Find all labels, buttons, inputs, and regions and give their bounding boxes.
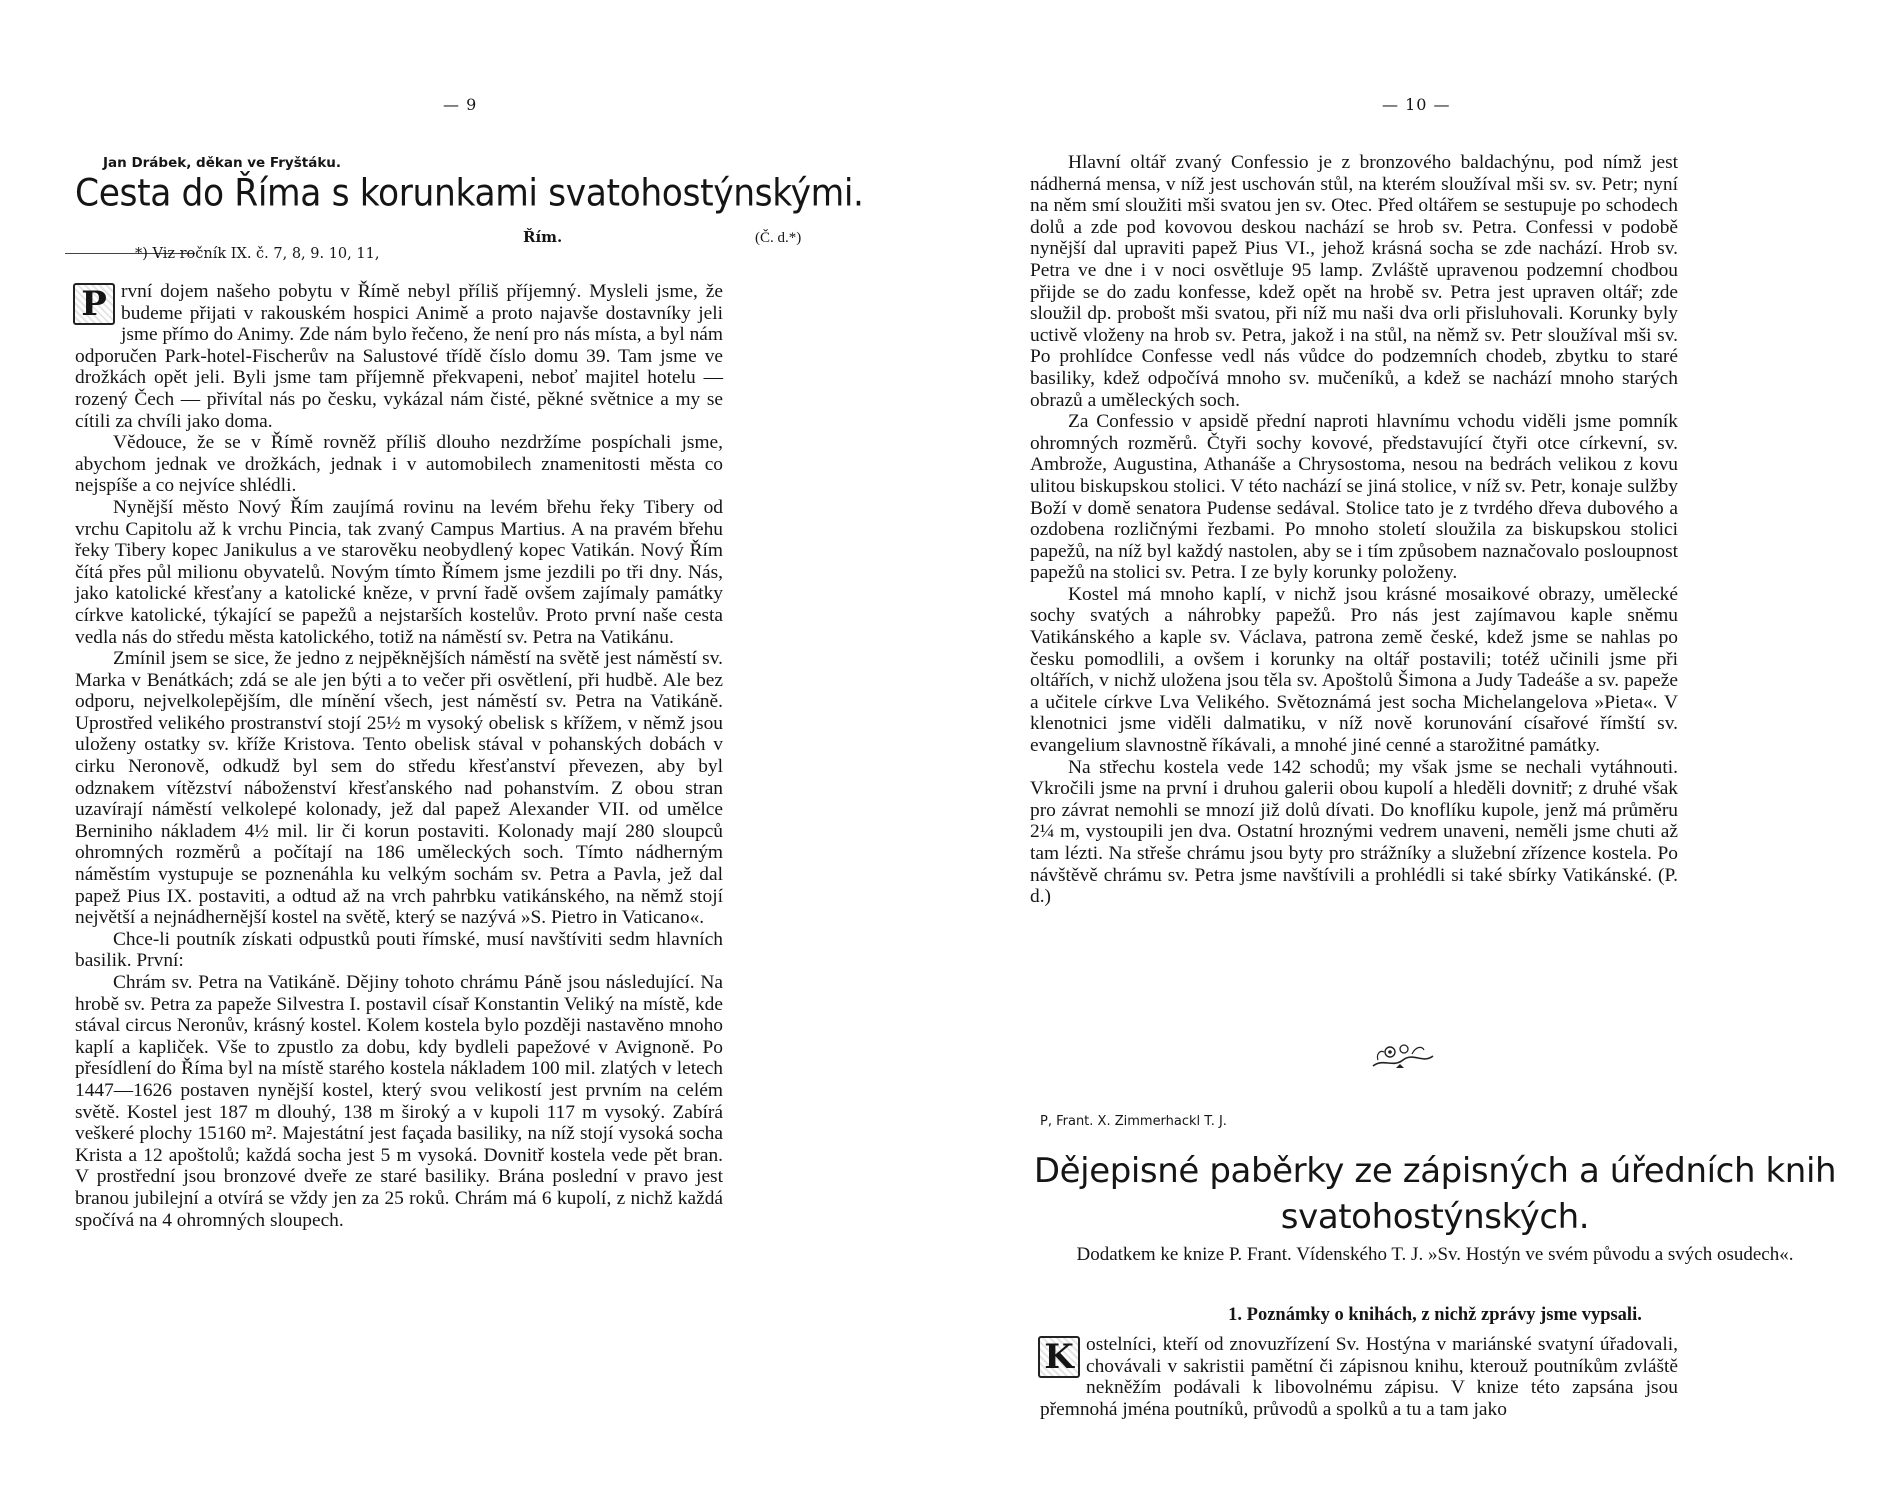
paragraph: Chce-li poutník získati odpustků pouti římské, musí navštíviti sedm hlavních basilik. První: bbox=[75, 928, 723, 972]
right-page bbox=[1030, 0, 1840, 1500]
article-author: Jan Drábek, děkan ve Fryštáku. bbox=[103, 155, 342, 171]
drop-cap: P bbox=[73, 283, 115, 325]
page-number: — 10 — bbox=[1382, 95, 1451, 114]
right-body bbox=[1030, 152, 1678, 908]
section-heading: 1. Poznámky o knihách, z nichž zprávy jsme vypsali. bbox=[1228, 1305, 1642, 1325]
place-heading: Řím. bbox=[523, 228, 563, 246]
left-page bbox=[75, 0, 875, 1500]
floral-ornament-icon bbox=[1368, 1040, 1438, 1078]
paragraph: Na střechu kostela vede 142 schodů; my však jsme se nechali vytáhnouti. Vkročili jsme na první i druhou galerii obou kupolí a hleděli dovnitř; z druhé však pro závrat nemohli se mnozí již dolů dívati. Do knoflíku kupole, jenž má průměru 2¼ m, vystoupili jen dva. Ostatní hroznými vedrem unaveni, neměli jsme chuti až tam lézti. Na střeše chrámu jsou byty pro strážníky a služební zřízence kostela. Po návštěvě chrámu sv. Petra jsme navštívili a prohlédli si také sbírky Vatikánské. (P. d.) bbox=[1030, 756, 1678, 908]
paragraph: Zmínil jsem se sice, že jedno z nejpěknějších náměstí na světě jest náměstí sv. Marka v Benátkách; zdá se ale jen býti a to večer při osvětlení, při hudbě. Ale bez odporu, nejvelkolepějším, dle mínění všech, jest náměstí sv. Petra na Vatikáně. Uprostřed velikého prostranství stojí 25½ m vysoký obelisk s křížem, v němž jsou uloženy ostatky sv. kříže Kristova. Tento obelisk stával v pohanských dobách v cirku Neronově, odkudž byl sem do středu křesťanství převezen, aby byl odznakem vítězství náboženství křesťanského nad pohanstvím. Z obou stran uzavírají náměstí velkolepé kolonady, jež dal papež Alexander VII. od umělce Berniniho nákladem 4½ mil. lir či korun postaviti. Kolonady mají 280 sloupců ohromných rozměrů a počítají na 186 uměleckých soch. Tímto nádherným náměstím vystupuje se poznenáhla ku velkým sochám sv. Petra a Pavla, jež dal papež Pius IX. postaviti, a odtud až na vrch pahrbku vatikánského, na němž stojí největší a nejnádhernější kostel na světě, který se nazývá »S. Pietro in Vaticano«. bbox=[75, 648, 723, 929]
article-author: P, Frant. X. Zimmerhackl T. J. bbox=[1040, 1114, 1227, 1129]
left-body bbox=[75, 281, 723, 1231]
footnote: *) Viz ročník IX. č. 7, 8, 9. 10, 11, bbox=[135, 246, 380, 262]
paragraph: Vědouce, že se v Římě rovněž příliš dlouho nezdržíme pospíchali jsme, abychom jednak ve drožkách, jednak i v automobilech znamenitosti města co nejspíše a co nejvíce shlédli. bbox=[75, 432, 723, 497]
article-subtitle: Dodatkem ke knize P. Frant. Vídenského T. J. »Sv. Hostýn ve svém původu a svých osudech«. bbox=[1076, 1244, 1794, 1265]
paragraph bbox=[75, 281, 723, 432]
continued-note: (Č. d.*) bbox=[755, 230, 802, 246]
paragraph: Kostel má mnoho kaplí, v nichž jsou krásné mosaikové obrazy, umělecké sochy svatých a náhrobky papežů. Pro nás jest zajímavou kaple sněmu Vatikánského a kaple sv. Václava, patrona země české, kdež jsme se nahlas po česku pomodlili, a ovšem i korunky na oltář postavili; totéž učinili jsme při oltářích, v nichž uložena jsou těla sv. Apoštolů Šimona a Judy Tadeáše a sv. papeže a učitele církve Lva Velikého. Světoznámá jest socha Michelangelova »Pieta«. V klenotnici jsme viděli dalmatiku, v níž nově korunování císařové římští sv. evangelium slavnostně říkávali, a mnohé jiné cenné a starožitné památky. bbox=[1030, 583, 1678, 757]
paragraph: Chrám sv. Petra na Vatikáně. Dějiny tohoto chrámu Páně jsou následující. Na hrobě sv. Petra za papeže Silvestra I. postavil císař Konstantin Veliký na místě, kde stával circus Neronův, krásný kostel. Kolem kostela bylo později nastavěno mnoho kaplí a kapliček. Vše to zpustlo za dobu, kdy bydleli papežové v Avignoně. Po přesídlení do Říma byl na místě starého kostela nákladem 100 mil. zlatých v letech 1447—1626 postaven nynější kostel, který svou velikostí jest prvním na celém světě. Kostel jest 187 m dlouhý, 138 m široký a v kupoli 117 m vysoký. Zabírá veškeré plochy 15160 m². Majestátní jest façada basiliky, na níž stojí vysoká socha Krista a 12 apoštolů; každá socha jest 5 m vysoká. Dovnitř kostela vede pět bran. V prostřední jsou bronzové dveře ze staré basiliky. Brána poslední v pravo jest branou jubilejní a otvírá se vždy jen za 25 roků. Chrám má 6 kupolí, z nichž každá spočívá na 4 ohromných sloupech. bbox=[75, 972, 723, 1231]
paragraph: Hlavní oltář zvaný Confessio je z bronzového baldachýnu, pod nímž jest nádherná mensa, v níž jest uschován stůl, na kterém sloužíval mši sv. sv. Petr; nyní na něm smí sloužiti mši svatou jen sv. Otec. Před oltářem se sestupuje po schodech dolů a zde pod kovovou deskou nachází se hrob sv. Petra. Confessi v podobě nynější dal upraviti papež Pius VI., jehož krásná socha se zde nachází. Hrob sv. Petra ve dne i v noci osvětluje 95 lamp. Zvláště upravenou podzemní chodbou přijde se do zadu konfesse, kdež opět na hrobě sv. Petra jest upraven oltář; zde sloužil dp. probošt mši svatou, při níž mu naši dva orli přisluhovali. Korunky byly uctivě vloženy na hrob sv. Petra, jakož i na stůl, na němž sv. Petr sloužíval mši sv. Po prohlídce Confesse vedl nás vůdce do podzemních chodeb, zbytku to staré basiliky, kdež odpočívá mnoho sv. mučeníků, a kdež se nachází mnoho starých obrazů a uměleckých soch. bbox=[1030, 152, 1678, 411]
page-number: — 9 bbox=[443, 95, 478, 114]
drop-cap: K bbox=[1038, 1336, 1080, 1378]
article-title: Dějepisné paběrky ze zápisných a úředních knih svatohostýnských. bbox=[1033, 1151, 1837, 1237]
paragraph-text: rvní dojem našeho pobytu v Římě nebyl příliš příjemný. Mysleli jsme, že budeme přijati v rakouském hospici Animě a proto najavše dostavníky jeli jsme přímo do Animy. Zde nám bylo řečeno, že není pro nás místa, a byl nám odporučen Park-hotel-Fischerův na Salustové třídě číslo domu 39. Tam jsme ve drožkách opět jeli. Byli jsme tam příjemně překvapeni, neboť majitel hotelu — rozený Čech — přivítal nás po česku, vykázal nám čisté, pěkné světnice a my se cítili za chvíli jako doma. bbox=[75, 281, 723, 432]
paragraph: Nynější město Nový Řím zaujímá rovinu na levém břehu řeky Tibery od vrchu Capitolu až k vrchu Pincia, tak zvaný Campus Martius. A na pravém břehu řeky Tibery kopec Janikulus a ve starověku neobydlený kopec Vatikán. Nový Řím čítá přes půl milionu obyvatelů. Novým tímto Římem jsme jezdili po tři dny. Nás, jako katolické křesťany a katolické kněze, v první řadě ovšem zajímaly památky církve katolické, týkající se papežů a nejstarších kostelův. Proto první naše cesta vedla nás do středu města katolického, totiž na náměstí sv. Petra na Vatikánu. bbox=[75, 496, 723, 648]
paragraph-text: ostelníci, kteří od znovuzřízení Sv. Hostýna v mariánské svatyní úřadovali, chovávali v sakristii pamětní či zápisnou knihu, kterouž poutníkům zvláště nekněžím podávali k libovolnému zápisu. V knize této zapsána jsou přemnohá jména poutníků, průvodů a spolků a tu a tam jako bbox=[1040, 1334, 1678, 1420]
paragraph: Za Confessio v apsidě přední naproti hlavnímu vchodu viděli jsme pomník ohromných rozměrů. Čtyři sochy kovové, představující čtyři otce církevní, sv. Ambrože, Augustina, Athanáše a Chrysostoma, nesou na bedrách velikou z kovu ulitou biskupskou stolici. V této nachází se jiná stolice, v níž sv. Petr, konaje sulžby Boží v domě senatora Pudense sedával. Stolice tato je z tvrdého dřeva dubového a ozdobena rozličnými řezbami. Po mnoho století sloužila za biskupskou stolici papežů, na níž byl každý nastolen, aby se i tím způsobem naznačovalo posloupnost papežů na stolici sv. Petra. I ze byly korunky položeny. bbox=[1030, 411, 1678, 584]
article-title: Cesta do Říma s korunkami svatohostýnskými. bbox=[75, 172, 864, 216]
right-body-article bbox=[1040, 1334, 1678, 1420]
paragraph bbox=[1040, 1334, 1678, 1420]
